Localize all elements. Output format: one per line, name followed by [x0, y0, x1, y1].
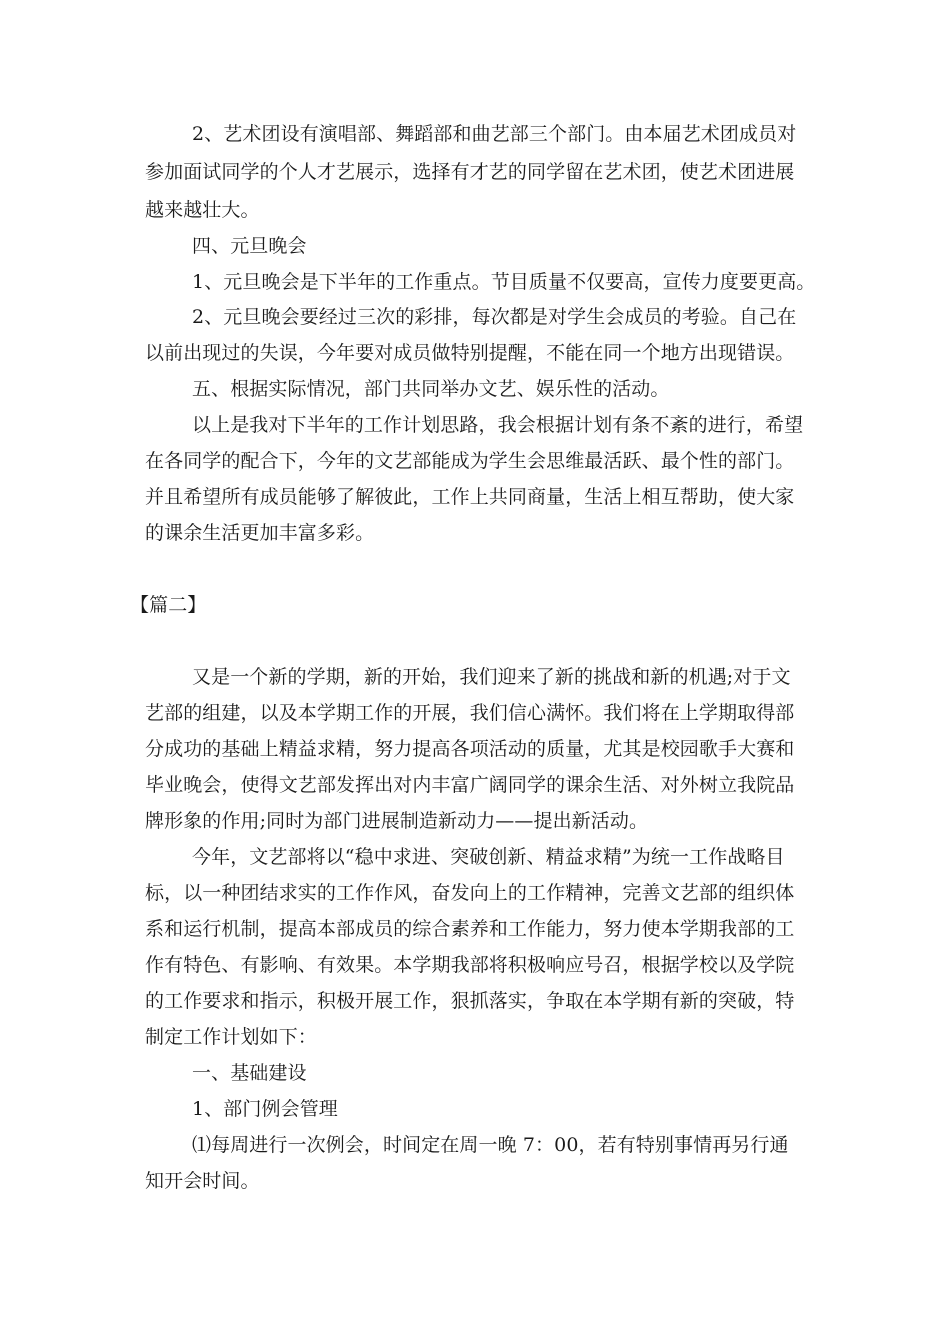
p6-l1: 以上是我对下半年的工作计划思路，我会根据计划有条不紊的进行，希望: [192, 414, 804, 436]
p10-l1: 1、部门例会管理: [192, 1098, 338, 1120]
p4-l1: 2、元旦晚会要经过三次的彩排，每次都是对学生会成员的考验。自己在: [192, 306, 797, 328]
p8-l6: 制定工作计划如下：: [145, 1026, 317, 1048]
p11-l1: ⑴每周进行一次例会，时间定在周一晚 7：00，若有特别事情再另行通: [192, 1134, 789, 1156]
p7-l5: 牌形象的作用;同时为部门进展制造新动力——提出新活动。: [145, 810, 649, 832]
p7-l2: 艺部的组建，以及本学期工作的开展，我们信心满怀。我们将在上学期取得部: [145, 702, 795, 724]
p6-l2: 在各同学的配合下，今年的文艺部能成为学生会思维最活跃、最个性的部门。: [145, 450, 795, 472]
p2-l1: 四、元旦晚会: [192, 235, 307, 257]
p8-l3: 系和运行机制，提高本部成员的综合素养和工作能力，努力使本学期我部的工: [145, 918, 795, 940]
p5-l1: 五、根据实际情况，部门共同举办文艺、娱乐性的活动。: [192, 378, 670, 400]
p7-l4: 毕业晚会，使得文艺部发挥出对内丰富广阔同学的课余生活、对外树立我院品: [145, 774, 795, 796]
p1-l2: 参加面试同学的个人才艺展示，选择有才艺的同学留在艺术团，使艺术团进展: [145, 161, 795, 183]
p8-l5: 的工作要求和指示，积极开展工作，狠抓落实，争取在本学期有新的突破，特: [145, 990, 795, 1012]
p3-l1: 1、元旦晚会是下半年的工作重点。节目质量不仅要高，宣传力度要更高。: [192, 271, 816, 293]
p4-l2: 以前出现过的失误，今年要对成员做特别提醒，不能在同一个地方出现错误。: [145, 342, 795, 364]
p8-l4: 作有特色、有影响、有效果。本学期我部将积极响应号召，根据学校以及学院: [145, 954, 795, 976]
p7-l1: 又是一个新的学期，新的开始，我们迎来了新的挑战和新的机遇;对于文: [192, 666, 791, 688]
p8-l2: 标，以一种团结求实的工作作风，奋发向上的工作精神，完善文艺部的组织体: [145, 882, 795, 904]
p1-l1: 2、艺术团设有演唱部、舞蹈部和曲艺部三个部门。由本届艺术团成员对: [192, 123, 797, 145]
p9-l1: 一、基础建设: [192, 1062, 307, 1084]
p8-l1: 今年，文艺部将以“稳中求进、突破创新、精益求精”为统一工作战略目: [192, 846, 785, 868]
p6-l3: 并且希望所有成员能够了解彼此，工作上共同商量，生活上相互帮助，使大家: [145, 486, 795, 508]
p11-l2: 知开会时间。: [145, 1170, 260, 1192]
p7-l3: 分成功的基础上精益求精，努力提高各项活动的质量，尤其是校园歌手大赛和: [145, 738, 795, 760]
section-heading: 【篇二】: [130, 594, 207, 616]
p6-l4: 的课余生活更加丰富多彩。: [145, 522, 375, 544]
p1-l3: 越来越壮大。: [145, 199, 260, 221]
